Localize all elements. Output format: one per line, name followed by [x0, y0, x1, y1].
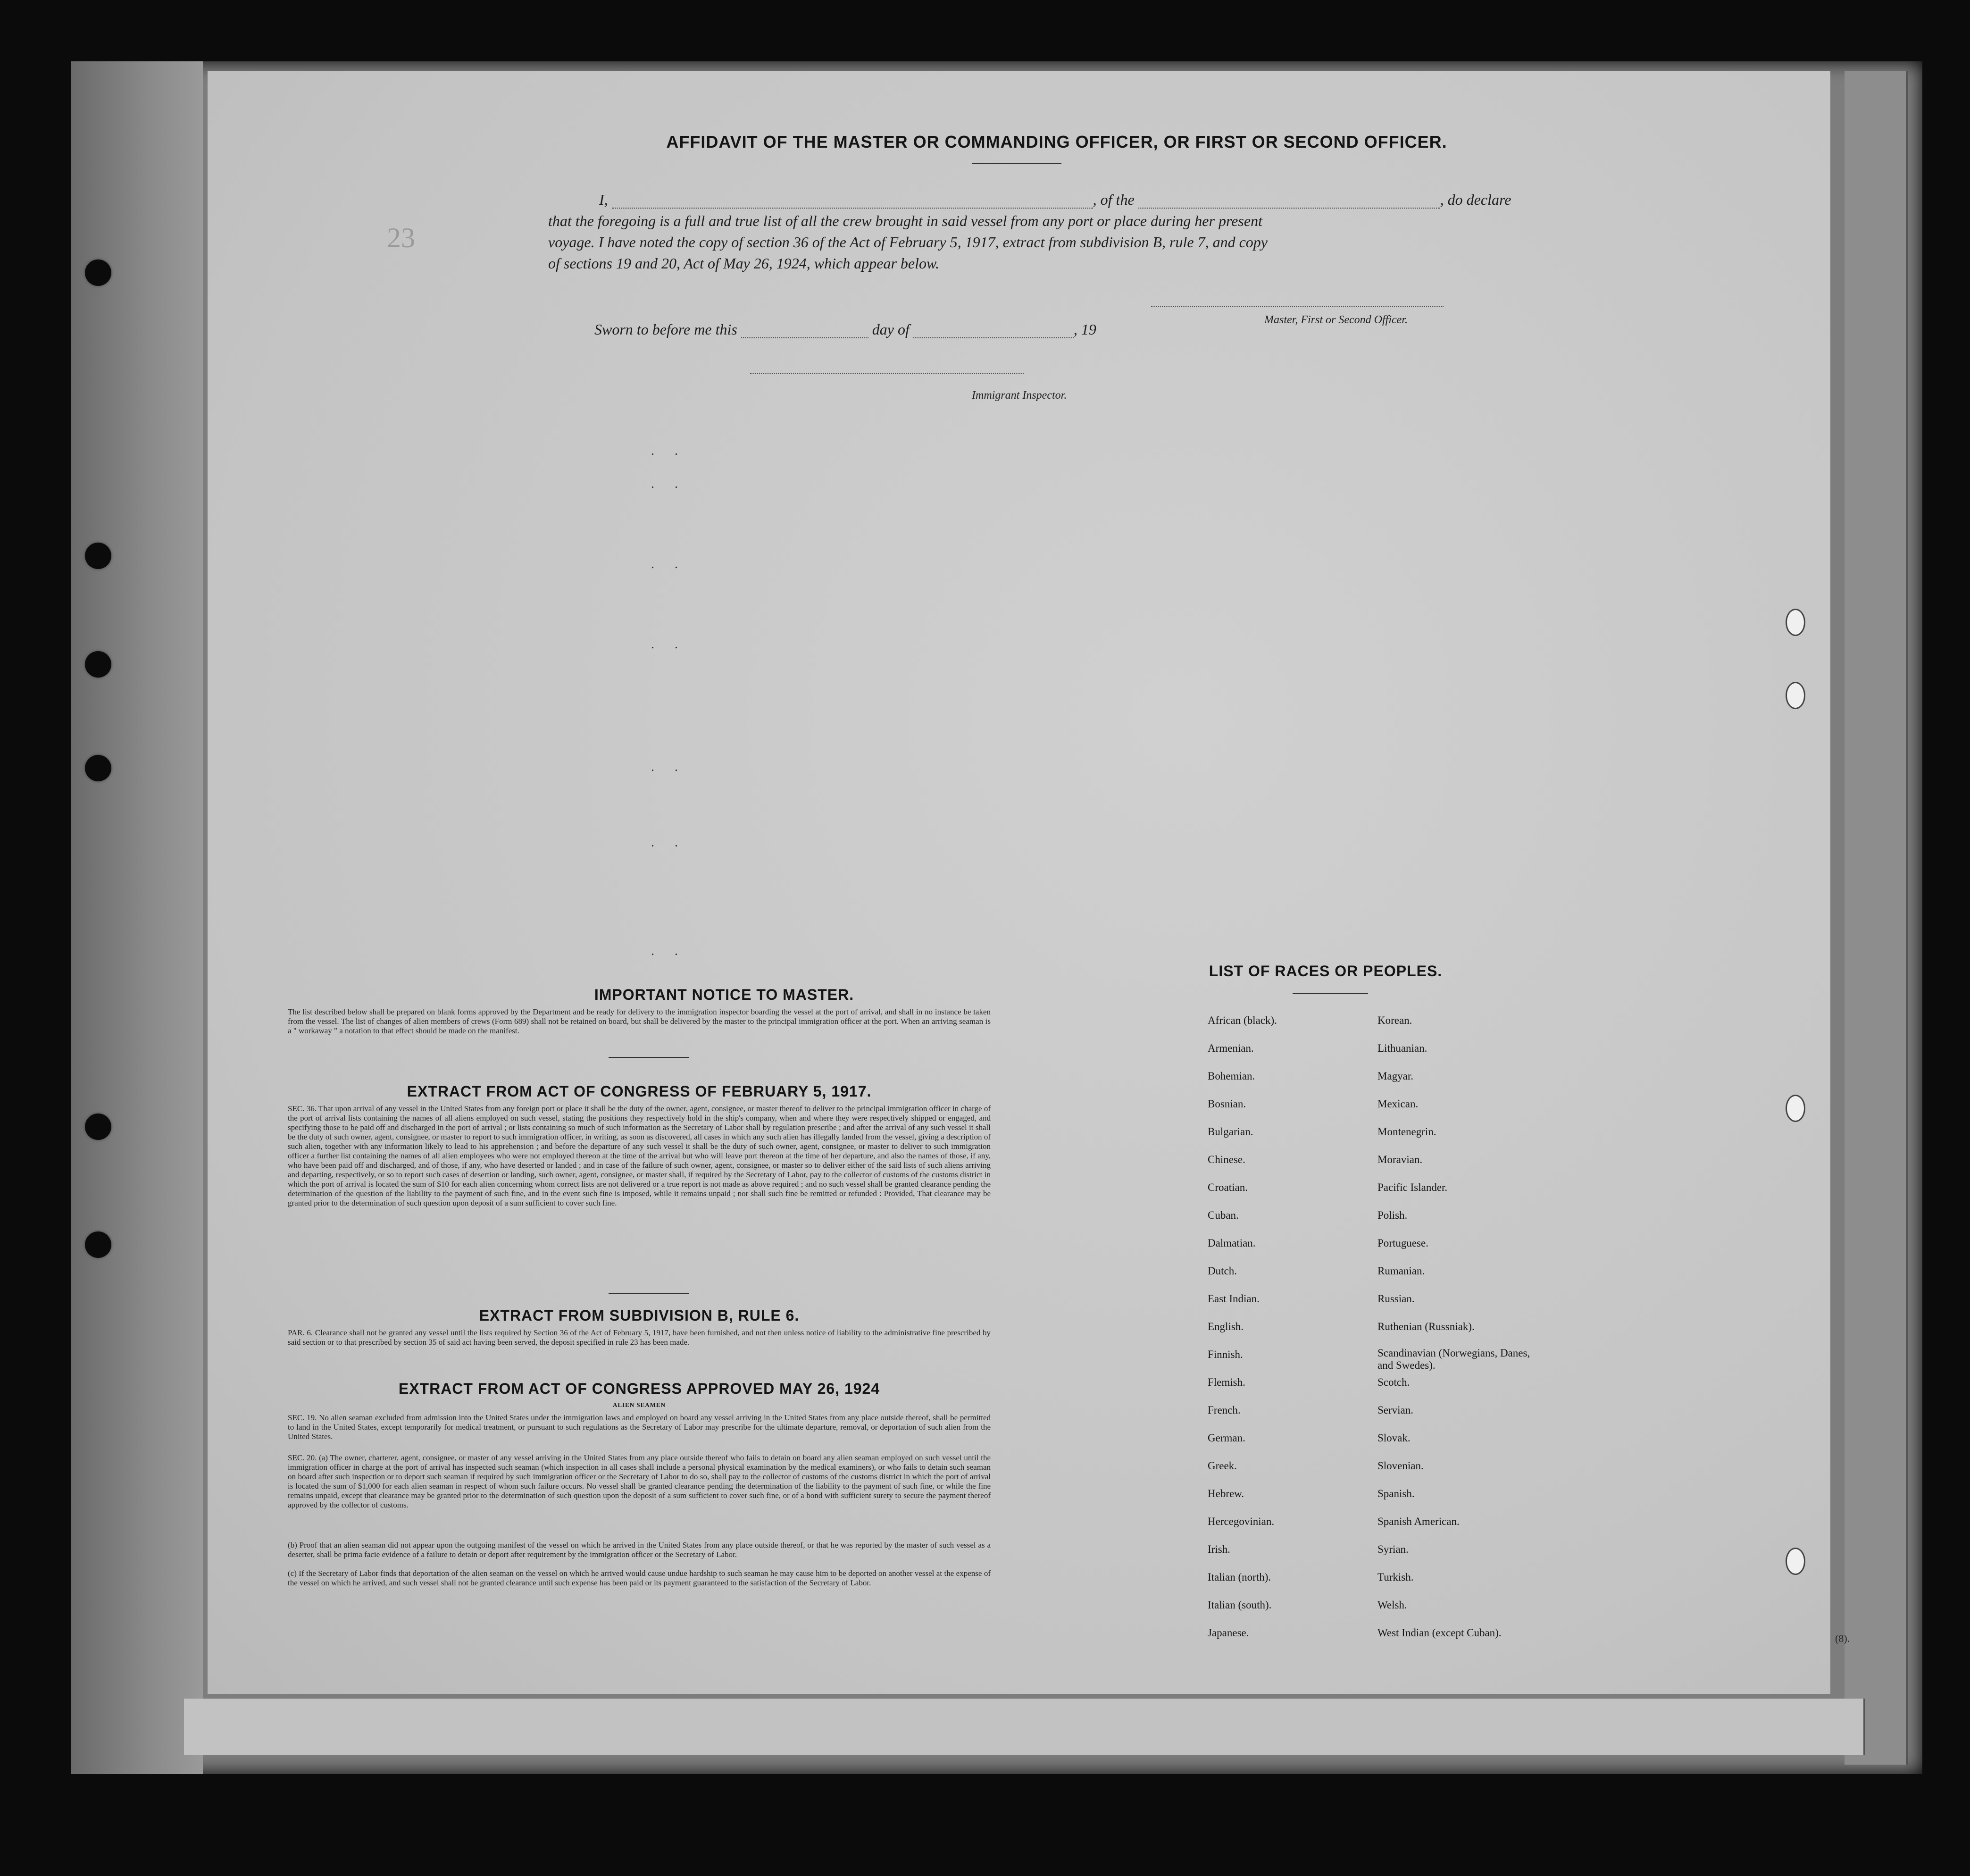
race-item: Japanese. — [1208, 1627, 1249, 1639]
race-item: Cuban. — [1208, 1209, 1239, 1221]
sec-20c-text: (c) If the Secretary of Labor finds that deportation of the alien seaman on the vessel on which he arrived would cause undue hardship to such seaman he may cause him to be deported on another vessel at the expense of the vessel on which he arrived, and such vessel shall not be granted clearance until such expense has been paid or its payment guaranteed to the satisfaction of the Secretary of Labor. — [288, 1569, 991, 1587]
binder-hole — [85, 260, 111, 286]
race-item: Hercegovinian. — [1208, 1516, 1275, 1527]
extract-1924-title: EXTRACT FROM ACT OF CONGRESS APPROVED MAY 26, 1924 — [398, 1380, 880, 1397]
race-item: Montenegrin. — [1377, 1126, 1436, 1138]
affidavit-declaration-line — [599, 191, 1511, 209]
race-item: Lithuanian. — [1377, 1042, 1427, 1054]
master-signature-label: Master, First or Second Officer. — [1264, 314, 1408, 326]
dot-mark: . . — [651, 835, 686, 850]
race-item: Bosnian. — [1208, 1098, 1246, 1110]
page-stack-edge — [184, 1699, 1865, 1755]
race-item: Croatian. — [1208, 1181, 1248, 1193]
race-item: Dalmatian. — [1208, 1237, 1256, 1249]
notice-text: The list described below shall be prepared on blank forms approved by the Department and be ready for delivery to the immigration inspector boarding the vessel at the port of arrival, and shall in no instance be taken from the vessel. The list of changes of alien members of crews (Form 689) shall not be retained on board, but shall be delivered by the master to the principal immigration officer at the port. When an arriving seaman is a " workaway " a notation to that effect should be made on the manifest. — [288, 1007, 991, 1035]
binder-hole — [85, 651, 111, 678]
do-declare-label: , do declare — [1440, 191, 1511, 208]
dot-mark: . . — [651, 444, 686, 458]
race-item: Servian. — [1377, 1404, 1414, 1416]
race-item: Greek. — [1208, 1460, 1237, 1472]
race-item: Flemish. — [1208, 1376, 1245, 1388]
dot-mark: . . — [651, 637, 686, 652]
binder-hole — [85, 1114, 111, 1140]
binder-hole — [1786, 1548, 1805, 1575]
race-item: Italian (south). — [1208, 1599, 1272, 1611]
race-item: Pacific Islander. — [1377, 1181, 1448, 1193]
binder-hole — [1786, 1095, 1805, 1122]
section-rule — [609, 1293, 689, 1294]
race-item: Slovenian. — [1377, 1460, 1424, 1472]
inspector-signature-label: Immigrant Inspector. — [972, 389, 1067, 402]
race-item: Italian (north). — [1208, 1571, 1271, 1583]
race-item: Moravian. — [1377, 1154, 1423, 1165]
binder-strip — [71, 61, 203, 1774]
declarant-prefix: I, — [599, 191, 608, 208]
declarant-name-field[interactable] — [612, 193, 1093, 209]
race-item: Korean. — [1377, 1014, 1412, 1026]
race-item: Polish. — [1377, 1209, 1408, 1221]
race-item: Hebrew. — [1208, 1488, 1244, 1499]
race-item: English. — [1208, 1321, 1244, 1332]
dot-mark: . . — [651, 944, 686, 958]
race-item: Irish. — [1208, 1543, 1230, 1555]
extract-1917-title: EXTRACT FROM ACT OF CONGRESS OF FEBRUARY 5, 1917. — [407, 1083, 872, 1100]
race-item: African (black). — [1208, 1014, 1277, 1026]
sec-19-text: SEC. 19. No alien seaman excluded from admission into the United States under the immigration laws and employed on board any vessel arriving in the United States from any place outside thereof, shall be permitted to land in the United States, except temporarily for medical treatment, or pursuant to such regulations as the Secretary of Labor may prescribe for the ultimate departure, removal, or deportation of such alien from the United States. — [288, 1413, 991, 1441]
day-of-label: day of — [872, 321, 910, 338]
race-item: French. — [1208, 1404, 1241, 1416]
race-item: Spanish American. — [1377, 1516, 1460, 1527]
year-label: , 19 — [1073, 321, 1096, 338]
race-item: Portuguese. — [1377, 1237, 1428, 1249]
binder-hole — [1786, 682, 1805, 709]
affidavit-title: AFFIDAVIT OF THE MASTER OR COMMANDING OFFICER, OR FIRST OR SECOND OFFICER. — [666, 132, 1447, 151]
affidavit-text-line: voyage. I have noted the copy of section 36 of the Act of February 5, 1917, extract from subdivision B, rule 7, and copy — [548, 234, 1268, 251]
race-item: Rumanian. — [1377, 1265, 1425, 1277]
sworn-month-field[interactable] — [913, 323, 1074, 338]
race-item: Bulgarian. — [1208, 1126, 1253, 1138]
race-item: Russian. — [1377, 1293, 1415, 1305]
extract-rule6-text: PAR. 6. Clearance shall not be granted any vessel until the lists required by Section 36 of the Act of February 5, 1917, have been furnished, and not then unless notice of liability to the administrative fine prescribed by said section or to that prescribed by section 35 of said act having been served, the deposit specified in rule 23 has been made. — [288, 1328, 991, 1347]
affidavit-text-line: that the foregoing is a full and true list of all the crew brought in said vessel from any port or place during her present — [548, 212, 1262, 229]
race-item: Syrian. — [1377, 1543, 1409, 1555]
races-title-rule — [1293, 993, 1368, 994]
race-item: Chinese. — [1208, 1154, 1245, 1165]
race-item: Slovak. — [1377, 1432, 1411, 1444]
race-item: East Indian. — [1208, 1293, 1260, 1305]
race-item: Scotch. — [1377, 1376, 1410, 1388]
race-item: Spanish. — [1377, 1488, 1415, 1499]
sworn-day-field[interactable] — [741, 323, 868, 338]
race-item: Finnish. — [1208, 1348, 1243, 1360]
races-title: LIST OF RACES OR PEOPLES. — [1209, 963, 1443, 980]
race-item: Mexican. — [1377, 1098, 1419, 1110]
race-item: Turkish. — [1377, 1571, 1414, 1583]
inspector-signature-field[interactable] — [750, 373, 1024, 374]
race-item: West Indian (except Cuban). — [1377, 1627, 1502, 1639]
race-item: German. — [1208, 1432, 1245, 1444]
race-item: Ruthenian (Russniak). — [1377, 1321, 1475, 1332]
manifest-page — [208, 71, 1850, 1694]
of-the-label: , of the — [1093, 191, 1135, 208]
sec-20b-text: (b) Proof that an alien seaman did not appear upon the outgoing manifest of the vessel on which he arrived in the United States from any place outside thereof, or that he was reported by the master of such vessel as a deserter, shall be prima facie evidence of a failure to detain or deport after requirement by the immigration officer or the Secretary of Labor. — [288, 1541, 991, 1559]
section-rule — [609, 1057, 689, 1058]
folio-number: 23 — [387, 222, 415, 253]
binder-hole — [85, 755, 111, 781]
binder-hole — [85, 543, 111, 569]
dot-mark: . . — [651, 760, 686, 774]
sworn-line — [594, 321, 1096, 338]
race-item: Bohemian. — [1208, 1070, 1255, 1082]
affidavit-text-line: of sections 19 and 20, Act of May 26, 1924, which appear below. — [548, 255, 939, 272]
race-item: Armenian. — [1208, 1042, 1254, 1054]
race-item: Welsh. — [1377, 1599, 1407, 1611]
page-stack-edge — [1845, 71, 1908, 1765]
binder-hole — [85, 1231, 111, 1258]
form-number: (8). — [1835, 1633, 1850, 1644]
extract-1917-text: SEC. 36. That upon arrival of any vessel in the United States from any foreign port or place it shall be the duty of the owner, agent, consignee, or master thereof to deliver to the principal immigration officer in charge of the port of arrival lists containing the names of all aliens employed on such vessel, stating the positions they respectively hold in the ship's company, when and where they were respectively shipped or engaged, and specifying those to be paid off and discharged in the port of arrival ; or lists containing so much of such information as the Secretary of Labor shall by regulation prescribe ; and after the arrival of any such vessel it shall be the duty of such owner, agent, consignee, or master to report to such immigration officer, in writing, as soon as discovered, all cases in which any such alien has illegally landed from the vessel, giving a description of such alien, together with any information likely to lead to his apprehension ; and before the departure of any such vessel it shall be the duty of such owner, agent, consignee, or master to deliver to such immigration officer a further list containing the names of all alien employees who were not employed thereon at the time of the arrival but who will leave port thereon at the time of her departure, and also the names of those, if any, who have been paid off and discharged, and of those, if any, who have deserted or landed ; and in case of the failure of such owner, agent, consignee, or master so to deliver either of the said lists of such aliens arriving and departing, respectively, or so to report such cases of desertion or landing, such owner, agent, consignee, or master shall, if required by the Secretary of Labor, pay to the collector of customs of the customs district in which the port of arrival is located the sum of $10 for each alien concerning whom correct lists are not delivered or a true report is not made as above required ; and no such vessel shall be granted clearance pending the determination of the question of the liability to the payment of such fine, and in the event such fine is imposed, while it remains unpaid ; nor shall such fine be remitted or refunded : Provided, That clearance may be granted prior to the determination of such question upon deposit of a sum sufficient to cover such fine. — [288, 1104, 991, 1207]
vessel-name-field[interactable] — [1138, 193, 1440, 209]
dot-mark: . . — [651, 557, 686, 571]
sworn-label: Sworn to before me this — [594, 321, 737, 338]
title-rule — [972, 163, 1061, 164]
race-item: Magyar. — [1377, 1070, 1414, 1082]
dot-mark: . . — [651, 477, 686, 491]
binder-hole — [1786, 609, 1805, 636]
race-item: Dutch. — [1208, 1265, 1237, 1277]
extract-rule6-title: EXTRACT FROM SUBDIVISION B, RULE 6. — [479, 1307, 800, 1324]
notice-title: IMPORTANT NOTICE TO MASTER. — [594, 986, 854, 1003]
sec-20a-text: SEC. 20. (a) The owner, charterer, agent, consignee, or master of any vessel arriving in the United States from any place outside thereof who fails to detain on board any alien seaman employed on such vessel until the immigration officer in charge at the port of arrival has inspected such seaman (which inspection in all cases shall include a personal physical examination by the medical examiners), or who fails to detain such seaman on board after such inspection or to deport such seaman if required by such immigration officer or the Secretary of Labor to do so, shall pay to the collector of customs of the customs district in which the port of arrival is located the sum of $1,000 for each alien seaman in respect of whom such failure occurs. No vessel shall be granted clearance pending the determination of the liability to the payment of such fine, or while the fine remains unpaid, except that clearance may be granted prior to the determination of such question upon the deposit of a sum sufficient to cover such fine, or of a bond with sufficient surety to secure the payment thereof approved by the collector of customs. — [288, 1453, 991, 1509]
master-signature-field[interactable] — [1151, 306, 1444, 307]
extract-1924-subtitle: ALIEN SEAMEN — [612, 1401, 666, 1408]
race-item: Scandinavian (Norwegians, Danes, and Swedes). — [1377, 1347, 1530, 1371]
